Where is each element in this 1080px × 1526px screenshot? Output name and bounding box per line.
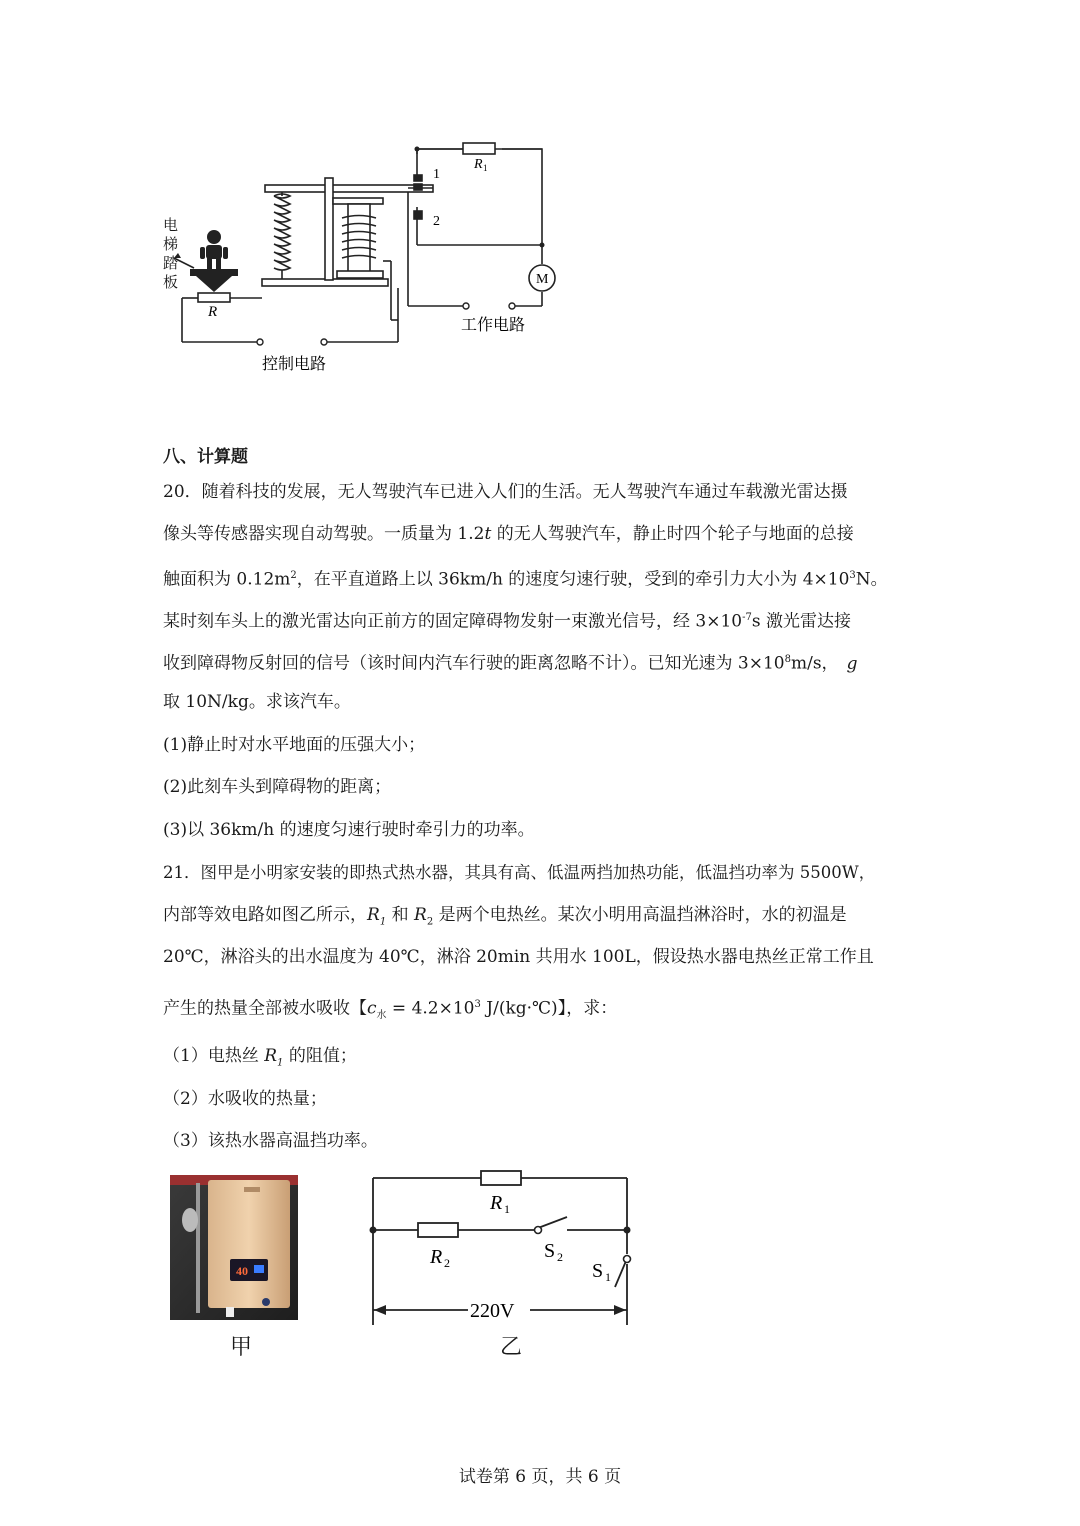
q20-sub-2: (2)此刻车头到障碍物的距离；	[163, 777, 392, 797]
water-heater-photo	[170, 1175, 298, 1320]
q20-sub-3: (3)以 36km/h 的速度匀速行驶时牵引力的功率。	[163, 820, 535, 840]
s1-switch-blade	[615, 1261, 626, 1287]
r1-subscript: 1	[504, 1202, 510, 1216]
q20-line-5: 收到障碍物反射回的信号（该时间内汽车行驶的距离忽略不计）。已知光速为 $3\times 10^8m/s$， g	[163, 653, 858, 674]
s1-subscript: 1	[605, 1270, 611, 1284]
s2-label: S	[544, 1240, 556, 1262]
sensor-resistor-label: R	[208, 304, 218, 320]
heater-display: 40	[236, 1264, 248, 1278]
q21-line-4: 产生的热量全部被水吸收【$c_水 = 4.2\times 10^3$ J/(kg·℃)】，求：	[163, 998, 618, 1022]
s2-switch-blade	[538, 1217, 567, 1228]
r1-sub: 1	[483, 163, 488, 173]
voltage-label: 220V	[470, 1300, 515, 1322]
q21-line-3: 20℃，淋浴头的出水温度为 40℃，淋浴 20min 共用水 100L，假设热水器电热丝正常工作且	[163, 947, 874, 967]
page-footer: 试卷第 6 页，共 6 页	[458, 1467, 622, 1487]
s1-label: S	[592, 1260, 604, 1282]
heater-caption: 甲	[230, 1335, 253, 1360]
r1-label: R	[490, 1192, 503, 1214]
contact-2-label: 2	[433, 214, 440, 229]
q20-sub-1: (1)静止时对水平地面的压强大小；	[163, 735, 426, 755]
q21-line-1: 21．图甲是小明家安装的即热式热水器，其具有高、低温两挡加热功能，低温挡功率为 5500W，	[163, 863, 876, 882]
r1-label: R	[474, 157, 483, 172]
contact-1-label: 1	[433, 167, 440, 182]
work-circuit-label: 工作电路	[461, 317, 526, 334]
q20-line-1: 20．随着科技的发展，无人驾驶汽车已进入人们的生活。无人驾驶汽车通过车载激光雷达摄	[163, 482, 848, 502]
q20-line-4: 某时刻车头上的激光雷达向正前方的固定障碍物发射一束激光信号，经 $3\times 10^{-7}s$ 激光雷达接	[163, 611, 851, 632]
motor-label: M	[536, 272, 549, 287]
q21-line-2: 内部等效电路如图乙所示，$R_1$ 和 $R_2$ 是两个电热丝。某次小明用高温挡淋浴时，水的初温是	[163, 905, 847, 928]
r2-subscript: 2	[444, 1256, 450, 1270]
elevator-relay-circuit-figure	[150, 130, 590, 380]
q20-line-2: 像头等传感器实现自动驾驶。一质量为 1.2t 的无人驾驶汽车，静止时四个轮子与地面的总接	[163, 524, 854, 544]
s2-subscript: 2	[557, 1250, 563, 1264]
r2-label: R	[430, 1246, 443, 1268]
r2-resistor	[418, 1223, 458, 1237]
section-heading: 八、计算题	[163, 447, 248, 467]
r1-resistor	[481, 1171, 521, 1185]
pedal-label: 电梯踏板	[163, 216, 179, 291]
control-circuit-label: 控制电路	[262, 356, 327, 373]
q21-sub-2: （2）水吸收的热量；	[163, 1089, 327, 1109]
q20-line-6: 取 10N/kg。求该汽车。	[163, 692, 351, 712]
q21-sub-1: （1）电热丝 $R_1$ 的阻值；	[163, 1046, 357, 1069]
q20-line-3: 触面积为 $0.12m^2$，在平直道路上以 36km/h 的速度匀速行驶，受到的牵引力大小为 $4\times 10^3N$。	[163, 569, 888, 590]
circuit-caption: 乙	[500, 1335, 523, 1360]
q21-sub-3: （3）该热水器高温挡功率。	[163, 1131, 378, 1151]
